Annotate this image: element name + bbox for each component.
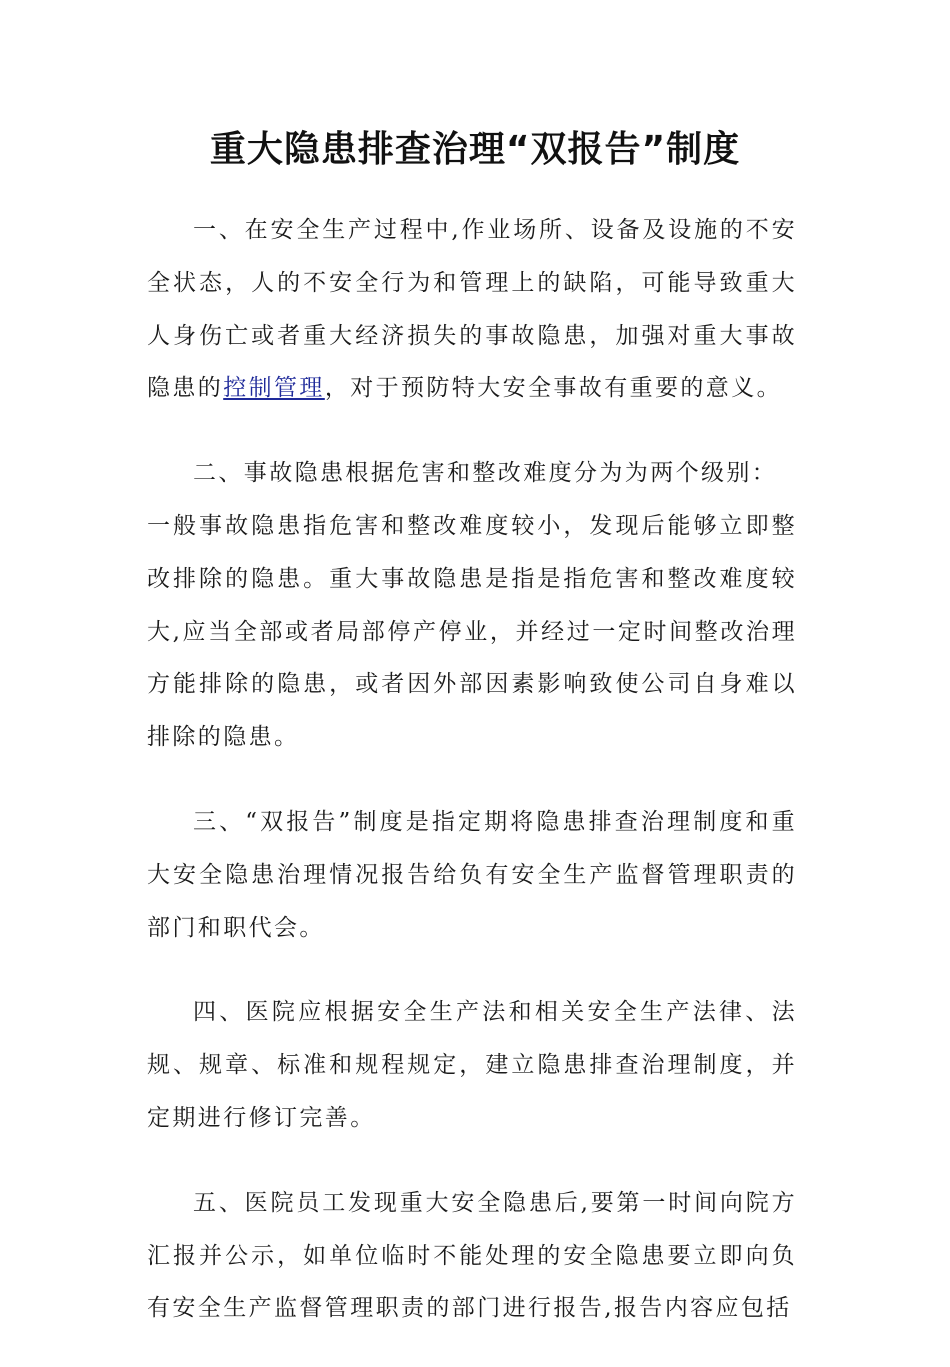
- paragraph-3: 三、“双报告”制度是指定期将隐患排查治理制度和重大安全隐患治理情况报告给负有安全生产监督管理职责的部门和职代会。: [147, 808, 797, 941]
- paragraph-2-body: 一般事故隐患指危害和整改难度较小，发现后能够立即整改排除的隐患。重大事故隐患是指是指危害和整改难度较大,应当全部或者局部停产停业，并经过一定时间整改治理方能排除的隐患，或者因外部因素影响致使公司自身难以排除的隐患。: [147, 512, 797, 751]
- paragraph-1-text-before: 一、在安全生产过程中,作业场所、设备及设施的不安全状态，人的不安全行为和管理上的缺陷，可能导致重大人身伤亡或者重大经济损失的事故隐患，加强对重大事故隐患的: [147, 217, 797, 402]
- paragraph-5: 五、医院员工发现重大安全隐患后,要第一时间向院方汇报并公示，如单位临时不能处理的安全隐患要立即向负有安全生产监督管理职责的部门进行报告,报告内容应包括: [147, 1189, 797, 1322]
- paragraph-2-heading: 二、事故隐患根据危害和整改难度分为为两个级别：: [193, 460, 778, 487]
- paragraph-1-text-after: ，对于预防特大安全事故有重要的意义。: [324, 375, 783, 402]
- paragraph-1: [147, 204, 797, 415]
- control-management-link[interactable]: 控制管理: [223, 375, 325, 402]
- paragraph-4: 四、医院应根据安全生产法和相关安全生产法律、法规、规章、标准和规程规定，建立隐患排查治理制度，并定期进行修订完善。: [147, 999, 797, 1131]
- document-body: [147, 204, 797, 1367]
- page-title: 重大隐患排查治理“双报告”制度: [209, 129, 741, 170]
